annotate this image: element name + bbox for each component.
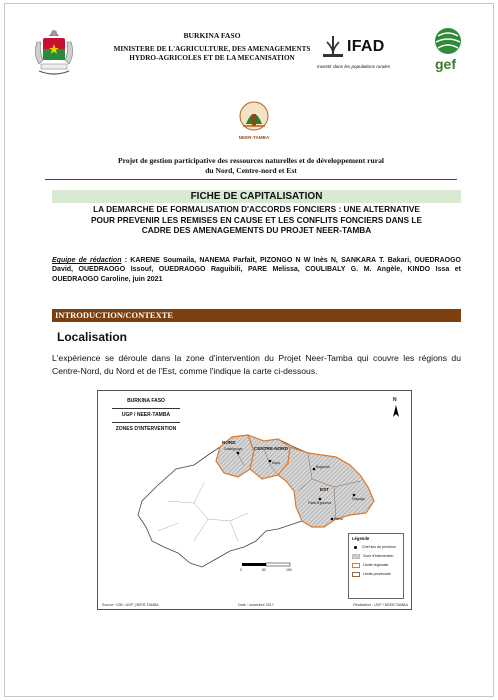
map-label-centre-nord: CENTRE-NORD — [254, 446, 288, 451]
map-date: Date : novembre 2017 — [238, 603, 274, 607]
scale-label-100: 100 — [286, 568, 292, 572]
editorial-team — [52, 256, 461, 284]
map-source: Source : IGB / UGP_NEER-TAMBA — [102, 603, 159, 607]
government-header — [97, 31, 327, 63]
document-page — [4, 3, 494, 697]
legend-label-limite-provinciale: Limite provinciale — [363, 572, 391, 576]
ifad-name: IFAD — [347, 38, 385, 55]
editorial-team-names: : KARENE Soumaila, NANEMA Parfait, PIZONGO N W Inès N, SANKARA T. Bakari, OUEDRAOGO David, OUEDRAOGO Issouf, OUEDRAOGO Raguibili, PARE Melissa, COULIBALY G. M. Angèle, KINDO Issa et OUEDRAOGO Caroline, juin 2021 — [52, 257, 462, 283]
legend-label-chef-lieu: Chef lieu de province — [362, 545, 396, 549]
map-title-box — [104, 398, 188, 433]
ifad-emblem-icon — [321, 34, 345, 62]
neer-tamba-label: NEER-TAMBA — [238, 135, 270, 140]
map-title-separator — [112, 408, 180, 409]
header-divider — [45, 179, 457, 180]
north-arrow-icon — [393, 405, 399, 417]
north-arrow-label: N — [393, 397, 397, 403]
map-legend — [348, 533, 404, 599]
legend-item-limite-regionale — [352, 562, 400, 568]
provincial-border-swatch-icon — [352, 572, 360, 577]
map-title-separator — [112, 422, 180, 423]
editorial-team-label: Equipe de rédaction — [52, 257, 122, 264]
ifad-tagline: Investir dans les populations rurales — [317, 64, 391, 69]
fiche-subtitle — [52, 204, 461, 236]
project-title-line-1: Projet de gestion participative des ressources naturelles et de développement rural — [117, 156, 385, 165]
project-title — [53, 156, 449, 176]
map-label-est: EST — [320, 487, 329, 492]
map-label-ouahigouya: Ouahigouya — [224, 447, 243, 451]
map-label-pama: Pama — [334, 517, 343, 521]
scale-bar — [242, 563, 290, 566]
map-realisation: Réalisation : UGP / NEER-TAMBA — [353, 603, 408, 607]
project-title-line-2: du Nord, Centre-nord et Est — [205, 166, 297, 175]
legend-item-chef-lieu — [352, 544, 400, 550]
map-title-country: BURKINA FASO — [127, 398, 165, 404]
gef-name: gef — [435, 56, 456, 72]
country-name: BURKINA FASO — [183, 31, 241, 40]
map-label-nord: NORD — [222, 440, 236, 445]
ifad-logo — [317, 32, 421, 76]
legend-item-zone — [352, 553, 400, 559]
map-label-bogande: Bogandé — [316, 465, 330, 469]
map-title-zones: ZONES D'INTERVENTION — [115, 426, 177, 432]
fiche-subtitle-line-2: POUR PREVENIR LES REMISES EN CAUSE ET LES CONFLITS FONCIERS DANS LE — [91, 214, 422, 225]
legend-item-limite-provinciale — [352, 571, 400, 577]
neer-tamba-logo — [235, 100, 273, 146]
fiche-subtitle-line-1: LA DEMARCHE DE FORMALISATION D'ACCORDS FONCIERS : UNE ALTERNATIVE — [93, 204, 420, 214]
legend-label-zone: Zone d'intervention — [363, 554, 394, 558]
globe-icon — [433, 26, 463, 56]
map-label-fada: Fada N'gourma — [308, 501, 332, 505]
section-subtitle: Localisation — [57, 330, 128, 344]
ministry-line-2: HYDRO-AGRICOLES ET DE LA MECANISATION — [129, 54, 295, 62]
map-title-unit: UGP / NEER-TAMBA — [121, 412, 171, 418]
scale-label-50: 50 — [262, 568, 266, 572]
regional-border-swatch-icon — [352, 563, 360, 568]
fiche-subtitle-line-3: CADRE DES AMENAGEMENTS DU PROJET NEER-TAMBA — [141, 225, 372, 235]
coat-of-arms-logo — [29, 24, 79, 82]
intervention-map — [97, 390, 412, 610]
section-paragraph: L'expérience se déroule dans la zone d'intervention du Projet Neer-Tamba qui couvre les régions du Centre-Nord, du Nord et de l'Est, comme l'indique la carte ci-dessous. — [52, 353, 461, 376]
ministry-line-1: MINISTERE DE L'AGRICULTURE, DES AMENAGEMENTS — [113, 45, 311, 53]
section-heading-bar: INTRODUCTION/CONTEXTE — [52, 309, 461, 322]
map-label-diapaga: Diapaga — [352, 497, 365, 501]
neer-tamba-emblem-icon — [235, 100, 273, 134]
legend-label-limite-regionale: Limite régionale — [363, 563, 389, 567]
map-label-kaya: Kaya — [272, 461, 280, 465]
gef-logo — [427, 26, 467, 72]
town-dot-icon — [354, 546, 357, 549]
fiche-heading: FICHE DE CAPITALISATION — [52, 190, 461, 203]
scale-label-0: 0 — [240, 568, 242, 572]
header — [5, 4, 493, 99]
legend-title: Légende — [352, 536, 370, 541]
hatch-swatch-icon — [352, 554, 360, 559]
map-footer — [102, 603, 408, 607]
